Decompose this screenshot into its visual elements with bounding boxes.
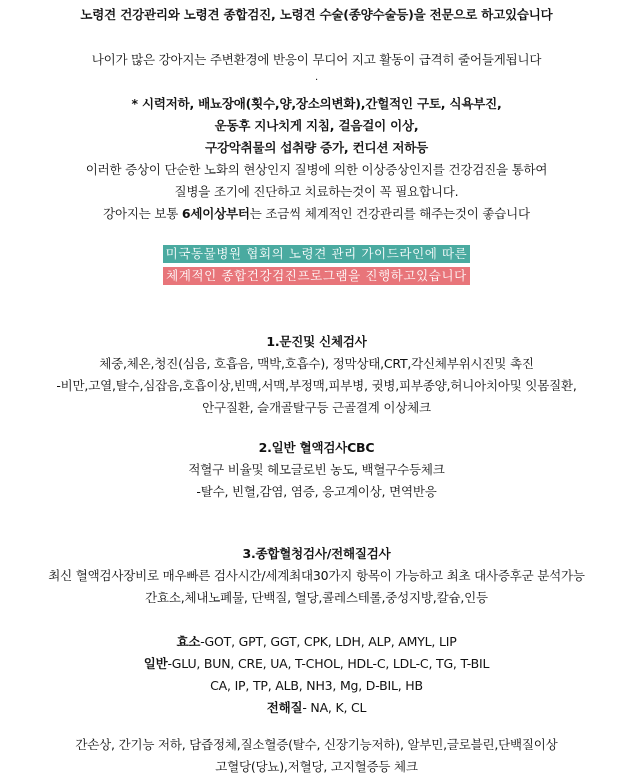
guideline-highlight-pink: 체계적인 종합건강검진프로그램을 진행하고있습니다 [163,267,470,285]
general-values: -GLU, BUN, CRE, UA, T-CHOL, HDL-C, LDL-C, TG, T-BIL [167,656,490,671]
general-values-2: CA, IP, TP, ALB, NH3, Mg, D-BIL, HB [210,678,423,693]
intro-headline: 노령견 건강관리와 노령견 종합검진, 노령견 수술(종양수술등)을 전문으로 하고있습니다 [80,7,553,22]
section-3-line-1: 최신 혈액검사장비로 매우빠른 검사시간/세계최대30가지 항목이 가능하고 최초 대사증후군 분석가능 [48,568,585,583]
general-label: 일반 [143,656,168,671]
section-1-line-2: -비만,고열,탈수,심잡음,호흡이상,빈맥,서맥,부정맥,피부병, 귓병,피부종양,허니아치아및 잇몸질환, [56,378,577,393]
general-row [0,655,633,673]
section-3-title: 3.종합혈청검사/전해질검사 [242,546,391,561]
section-2-line-1: 적혈구 비율및 헤모글로빈 농도, 백혈구수등체크 [188,462,445,477]
section-2-line-2: -탈수, 빈혈,감염, 염증, 응고계이상, 면역반응 [196,484,437,499]
age-highlight: 6세이상부터 [181,206,250,221]
enzyme-values: -GOT, GPT, GGT, CPK, LDH, ALP, AMYL, LIP [200,634,457,649]
aging-note: 나이가 많은 강아지는 주변환경에 반응이 무디어 지고 활동이 급격히 줄어들게됩니다 [91,52,542,67]
conditions-line-2: 고혈당(당뇨),저혈당, 고지혈증등 체크 [215,759,418,774]
section-2-title: 2.일반 혈액검사CBC [258,440,375,455]
explain-line-1: 이러한 증상이 단순한 노화의 현상인지 질병에 의한 이상증상인지를 건강검진을 통하여 [85,162,548,177]
electrolyte-values: - NA, K, CL [302,700,367,715]
section-1-line-1: 체중,체온,청진(심음, 호흡음, 맥박,호흡수), 정막상태,CRT,각신체부위시진및 촉진 [99,356,534,371]
section-3-line-2: 간효소,체내노폐물, 단백질, 혈당,콜레스테롤,중성지방,칼슘,인등 [145,590,488,605]
symptom-line-3: 구강악취물의 섭취량 증가, 컨디션 저하등 [204,140,429,155]
explain-line-2: 질병을 조기에 진단하고 치료하는것이 꼭 필요합니다. [174,184,459,199]
age-prefix: 강아지는 보통 [103,206,182,221]
electrolyte-label: 전해질 [266,700,303,715]
guideline-highlight-teal: 미국동물병원 협회의 노령견 관리 가이드라인에 따른 [163,245,471,263]
symptom-line-1: * 시력저하, 배뇨장애(횟수,양,장소의변화),간헐적인 구토, 식욕부진, [131,96,502,111]
guideline-banner-1 [0,245,633,263]
age-suffix: 는 조금씩 체계적인 건강관리를 해주는것이 좋습니다 [249,206,530,221]
separator-dot: . [315,72,318,83]
electrolyte-row [0,699,633,717]
conditions-line-1: 간손상, 간기능 저하, 담즙정체,질소혈증(탈수, 신장기능저하), 알부민,글로블린,단백질이상 [75,737,558,752]
guideline-banner-2 [0,267,633,285]
section-1-title: 1.문진및 신체검사 [266,334,367,349]
section-1-line-3: 안구질환, 슬개골탈구등 근골결계 이상체크 [202,400,431,415]
symptom-line-2: 운동후 지나치게 지침, 걸음걸이 이상, [214,118,419,133]
enzyme-row [0,633,633,651]
age-recommendation [0,205,633,223]
enzyme-label: 효소 [176,634,201,649]
